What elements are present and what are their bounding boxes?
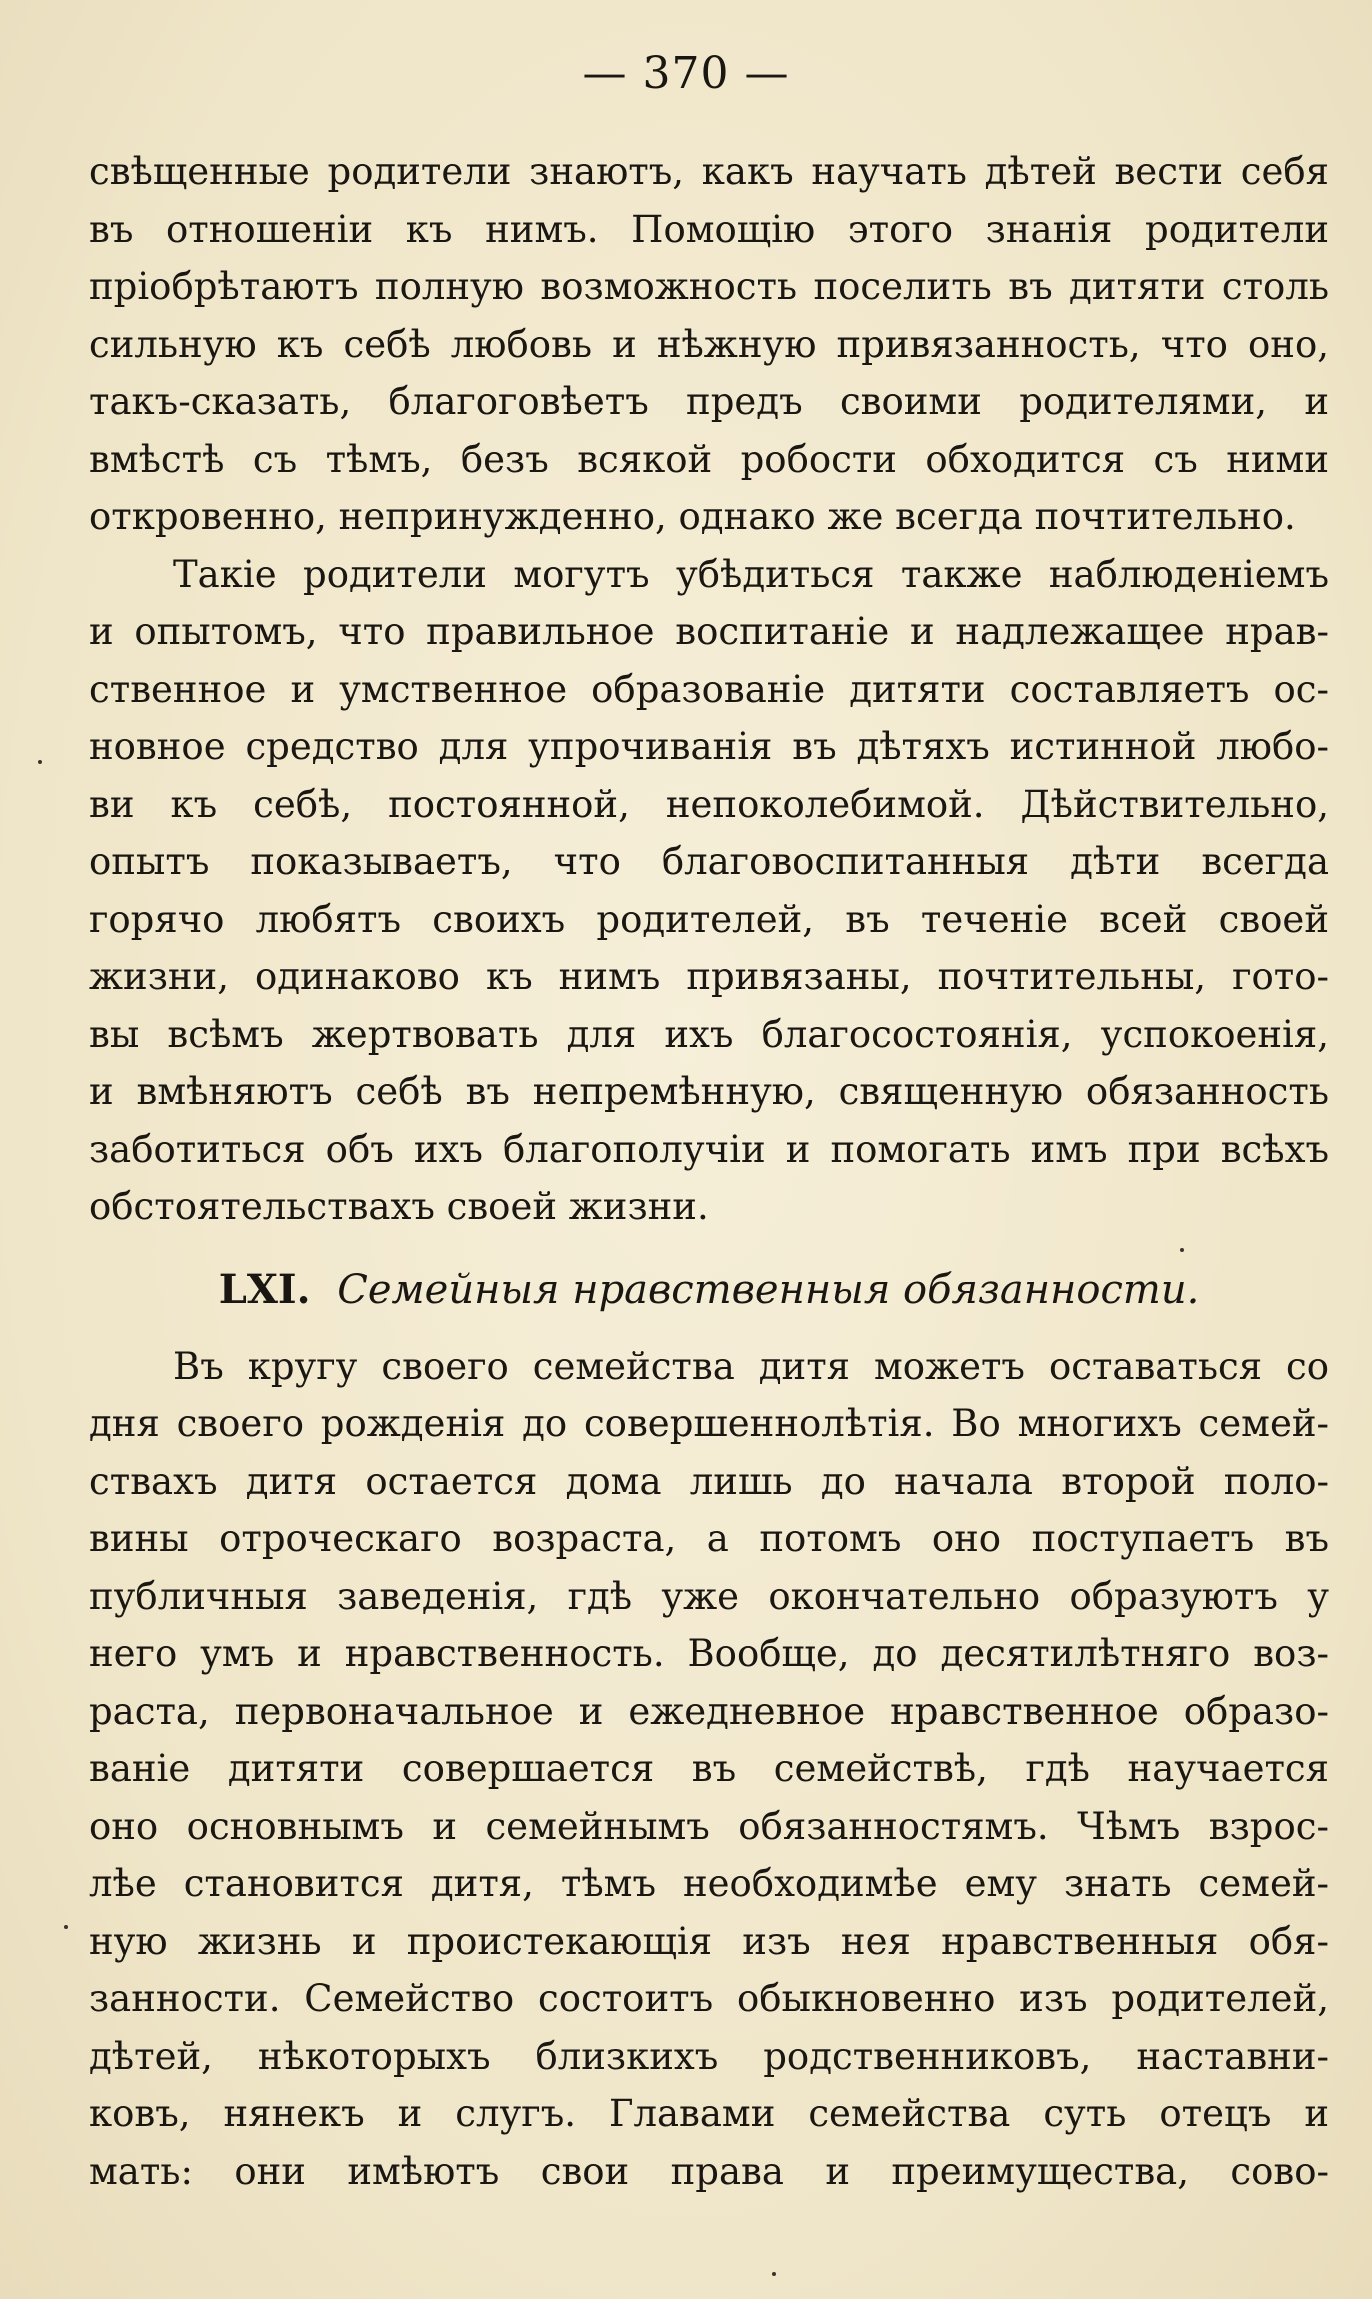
ink-speck (772, 2272, 776, 2276)
text-line: заботиться объ ихъ благополучіи и помогать имъ при всѣхъ (89, 1127, 1329, 1171)
paragraph-1 (89, 143, 1329, 546)
ink-speck (64, 1925, 68, 1929)
ink-speck (1180, 1248, 1184, 1252)
text-line: пріобрѣтаютъ полную возможность поселить въ дитяти столь (89, 265, 1329, 308)
text-line: горячо любятъ своихъ родителей, въ теченіе всей своей (89, 897, 1329, 941)
text-line: такъ-сказать, благоговѣетъ предъ своими родителями, и (89, 380, 1329, 423)
text-line: вы всѣмъ жертвовать для ихъ благосостоянія, успокоенія, (89, 1012, 1329, 1056)
text-line: ственное и умственное образованіе дитяти составляетъ ос- (89, 667, 1329, 711)
text-line: лѣе становится дитя, тѣмъ необходимѣе ему знать семей- (89, 1862, 1329, 1905)
paragraph-2 (89, 546, 1329, 1236)
text-line: обстоятельствахъ своей жизни. (89, 1185, 709, 1228)
text-line: вмѣстѣ съ тѣмъ, безъ всякой робости обходится съ ними (89, 437, 1329, 481)
text-line: дня своего рожденія до совершеннолѣтія. Во многихъ семей- (89, 1402, 1329, 1445)
section-number: LXI. (218, 1265, 311, 1313)
paragraph-3 (89, 1338, 1329, 2201)
text-line: новное средство для упрочиванія въ дѣтяхъ истинной любо- (89, 725, 1329, 768)
text-line: опытъ показываетъ, что благовоспитанныя дѣти всегда (89, 840, 1329, 883)
page-body (89, 143, 1329, 2200)
text-line: него умъ и нравственность. Вообще, до десятилѣтняго воз- (89, 1632, 1329, 1675)
section-heading (89, 1250, 1329, 1330)
text-line: публичныя заведенія, гдѣ уже окончательно образуютъ у (89, 1574, 1329, 1618)
text-line: ви къ себѣ, постоянной, непоколебимой. Дѣйствительно, (89, 782, 1329, 826)
text-line: мать: они имѣютъ свои права и преимущества, сово- (89, 2149, 1329, 2193)
text-line: оно основнымъ и семейнымъ обязанностямъ. Чѣмъ взрос- (89, 1804, 1329, 1848)
text-line: въ отношеніи къ нимъ. Помощію этого знанія родители (89, 207, 1329, 251)
text-line: жизни, одинаково къ нимъ привязаны, почтительны, гото- (89, 955, 1329, 998)
text-line: ковъ, нянекъ и слугъ. Главами семейства суть отецъ и (89, 2092, 1329, 2135)
text-line: дѣтей, нѣкоторыхъ близкихъ родственниковъ, наставни- (89, 2034, 1329, 2078)
text-line: Такіе родители могутъ убѣдиться также наблюденіемъ (173, 552, 1329, 596)
text-line: ную жизнь и проистекающія изъ нея нравственныя обя- (89, 1919, 1329, 1963)
text-line: занности. Семейство состоитъ обыкновенно изъ родителей, (89, 1977, 1329, 2020)
text-line: и вмѣняютъ себѣ въ непремѣнную, священную обязанность (89, 1070, 1329, 1113)
text-line: свѣщенные родители знаютъ, какъ научать дѣтей вести себя (89, 150, 1329, 193)
text-line: вины отроческаго возраста, а потомъ оно поступаетъ въ (89, 1517, 1329, 1560)
page-number: — 370 — (582, 48, 790, 99)
text-line: откровенно, непринужденно, однако же всегда почтительно. (89, 495, 1296, 538)
ink-speck (38, 760, 42, 764)
text-line: ваніе дитяти совершается въ семействѣ, гдѣ научается (89, 1747, 1329, 1790)
text-line: раста, первоначальное и ежедневное нравственное образо- (89, 1689, 1329, 1733)
section-title: Семейныя нравственныя обязанности. (337, 1266, 1200, 1313)
text-line: и опытомъ, что правильное воспитаніе и надлежащее нрав- (89, 610, 1329, 653)
text-line: Въ кругу своего семейства дитя можетъ оставаться со (173, 1344, 1329, 1388)
text-line: сильную къ себѣ любовь и нѣжную привязанность, что оно, (89, 322, 1329, 366)
text-line: ствахъ дитя остается дома лишь до начала второй поло- (89, 1459, 1329, 1503)
